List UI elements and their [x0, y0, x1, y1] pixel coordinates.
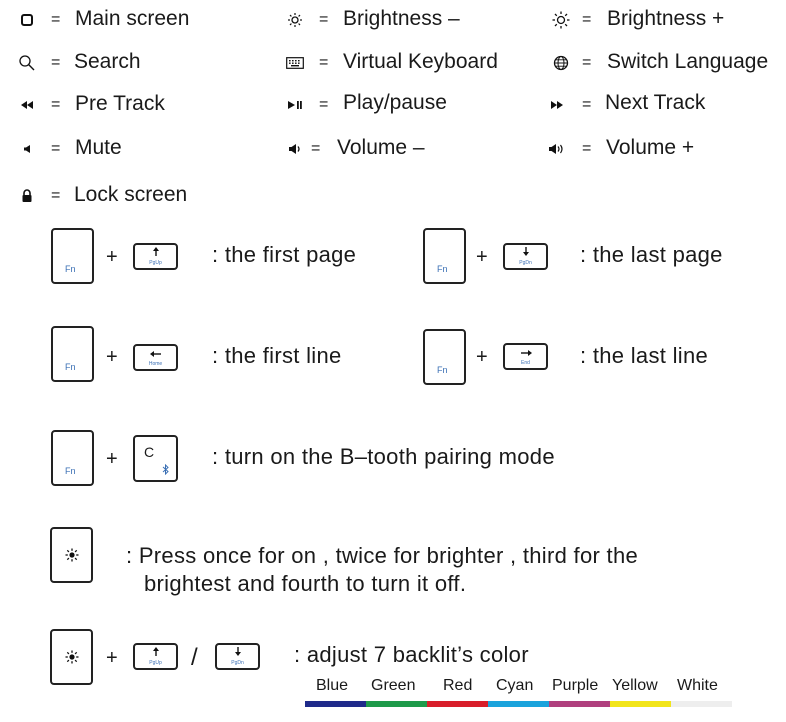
color-name-red: Red: [443, 677, 473, 694]
lock-screen-label: Lock screen: [74, 183, 188, 206]
globe-icon: [550, 51, 572, 75]
virtual-keyboard-label: Virtual Keyboard: [343, 50, 498, 73]
brightness-up-icon: [550, 8, 572, 32]
fn-key: [51, 430, 94, 486]
plus-sign: +: [106, 647, 118, 669]
equals-sign: =: [319, 11, 329, 28]
play-pause-label: Play/pause: [343, 91, 447, 114]
search-icon: [16, 51, 38, 75]
fn-key: [423, 329, 466, 385]
equals-sign: =: [582, 54, 592, 71]
fn-key: [423, 228, 466, 284]
mute-label: Mute: [75, 136, 122, 159]
keyboard-icon: [284, 51, 306, 75]
pgdn-key-label: PgDn: [231, 660, 244, 666]
color-swatch-blue: [305, 701, 366, 707]
backlight-desc-line2: brightest and fourth to turn it off.: [144, 571, 467, 596]
equals-sign: =: [582, 11, 592, 28]
c-key-label: C: [144, 444, 155, 460]
equals-sign: =: [51, 54, 61, 71]
color-name-blue: Blue: [316, 677, 349, 694]
pgup-key: [133, 643, 178, 670]
next-track-icon: [546, 93, 568, 117]
switch-language-label: Switch Language: [607, 50, 769, 73]
arrow-down-icon: [505, 246, 546, 258]
play-pause-icon: [284, 93, 306, 117]
equals-sign: =: [51, 11, 61, 28]
plus-sign: +: [106, 246, 118, 268]
color-swatch-purple: [549, 701, 610, 707]
first-page-desc: : the first page: [212, 242, 357, 267]
main-screen-label: Main screen: [75, 7, 190, 30]
equals-sign: =: [51, 140, 61, 157]
pgup-key-label: PgUp: [149, 660, 162, 666]
color-swatch-yellow: [610, 701, 671, 707]
brightness-down-icon: [284, 8, 306, 32]
first-line-desc: : the first line: [212, 343, 342, 368]
slash-sign: /: [191, 644, 198, 671]
pgdn-key: [215, 643, 260, 670]
color-swatch-white: [671, 701, 732, 707]
color-name-purple: Purple: [552, 677, 599, 694]
backlight-desc-line1: : Press once for on , twice for brighter , third for the: [126, 543, 639, 568]
equals-sign: =: [311, 140, 321, 157]
equals-sign: =: [582, 140, 592, 157]
backlit-color-desc: : adjust 7 backlit’s color: [294, 642, 529, 667]
fn-key-label: Fn: [65, 466, 76, 476]
color-swatch-green: [366, 701, 427, 707]
arrow-up-icon: [135, 646, 176, 658]
volume-up-label: Volume +: [606, 136, 695, 159]
equals-sign: =: [582, 96, 592, 113]
main-screen-icon: [16, 8, 38, 32]
pgup-key: [133, 243, 178, 270]
brightness-down-label: Brightness –: [343, 7, 460, 30]
color-name-cyan: Cyan: [496, 677, 534, 694]
volume-down-label: Volume –: [337, 136, 425, 159]
fn-key: [51, 326, 94, 382]
arrow-up-icon: [135, 246, 176, 258]
color-name-white: White: [677, 677, 718, 694]
color-swatch-cyan: [488, 701, 549, 707]
lock-icon: [16, 184, 38, 208]
last-line-desc: : the last line: [580, 343, 709, 368]
backlight-key: [50, 629, 93, 685]
arrow-right-icon: [505, 349, 546, 357]
equals-sign: =: [319, 96, 329, 113]
c-bluetooth-key: [133, 435, 178, 482]
color-name-green: Green: [371, 677, 416, 694]
backlight-icon: [65, 650, 79, 669]
backlight-icon: [65, 548, 79, 567]
bt-pairing-desc: : turn on the B–tooth pairing mode: [212, 444, 555, 469]
pgdn-key: [503, 243, 548, 270]
pgdn-key-label: PgDn: [519, 260, 532, 266]
equals-sign: =: [319, 54, 329, 71]
search-label: Search: [74, 50, 141, 73]
color-name-yellow: Yellow: [612, 677, 658, 694]
backlight-color-bar: [305, 701, 732, 707]
equals-sign: =: [51, 96, 61, 113]
bluetooth-icon: [162, 462, 170, 480]
fn-key-label: Fn: [65, 362, 76, 372]
arrow-left-icon: [135, 350, 176, 358]
fn-key-label: Fn: [437, 264, 448, 274]
previous-track-icon: [16, 93, 38, 117]
pre-track-label: Pre Track: [75, 92, 165, 115]
end-key-label: End: [521, 360, 530, 366]
plus-sign: +: [106, 448, 118, 470]
color-swatch-red: [427, 701, 488, 707]
backlight-key: [50, 527, 93, 583]
brightness-up-label: Brightness +: [607, 7, 725, 30]
volume-down-icon: [284, 137, 306, 161]
next-track-label: Next Track: [605, 91, 706, 114]
end-key: [503, 343, 548, 370]
home-key: [133, 344, 178, 371]
arrow-down-icon: [217, 646, 258, 658]
mute-icon: [16, 137, 38, 161]
plus-sign: +: [476, 346, 488, 368]
home-key-label: Home: [148, 361, 163, 367]
fn-key-label: Fn: [65, 264, 76, 274]
fn-key: [51, 228, 94, 284]
volume-up-icon: [546, 137, 568, 161]
plus-sign: +: [106, 346, 118, 368]
equals-sign: =: [51, 187, 61, 204]
plus-sign: +: [476, 246, 488, 268]
fn-key-label: Fn: [437, 365, 448, 375]
pgup-key-label: PgUp: [149, 260, 162, 266]
last-page-desc: : the last page: [580, 242, 723, 267]
